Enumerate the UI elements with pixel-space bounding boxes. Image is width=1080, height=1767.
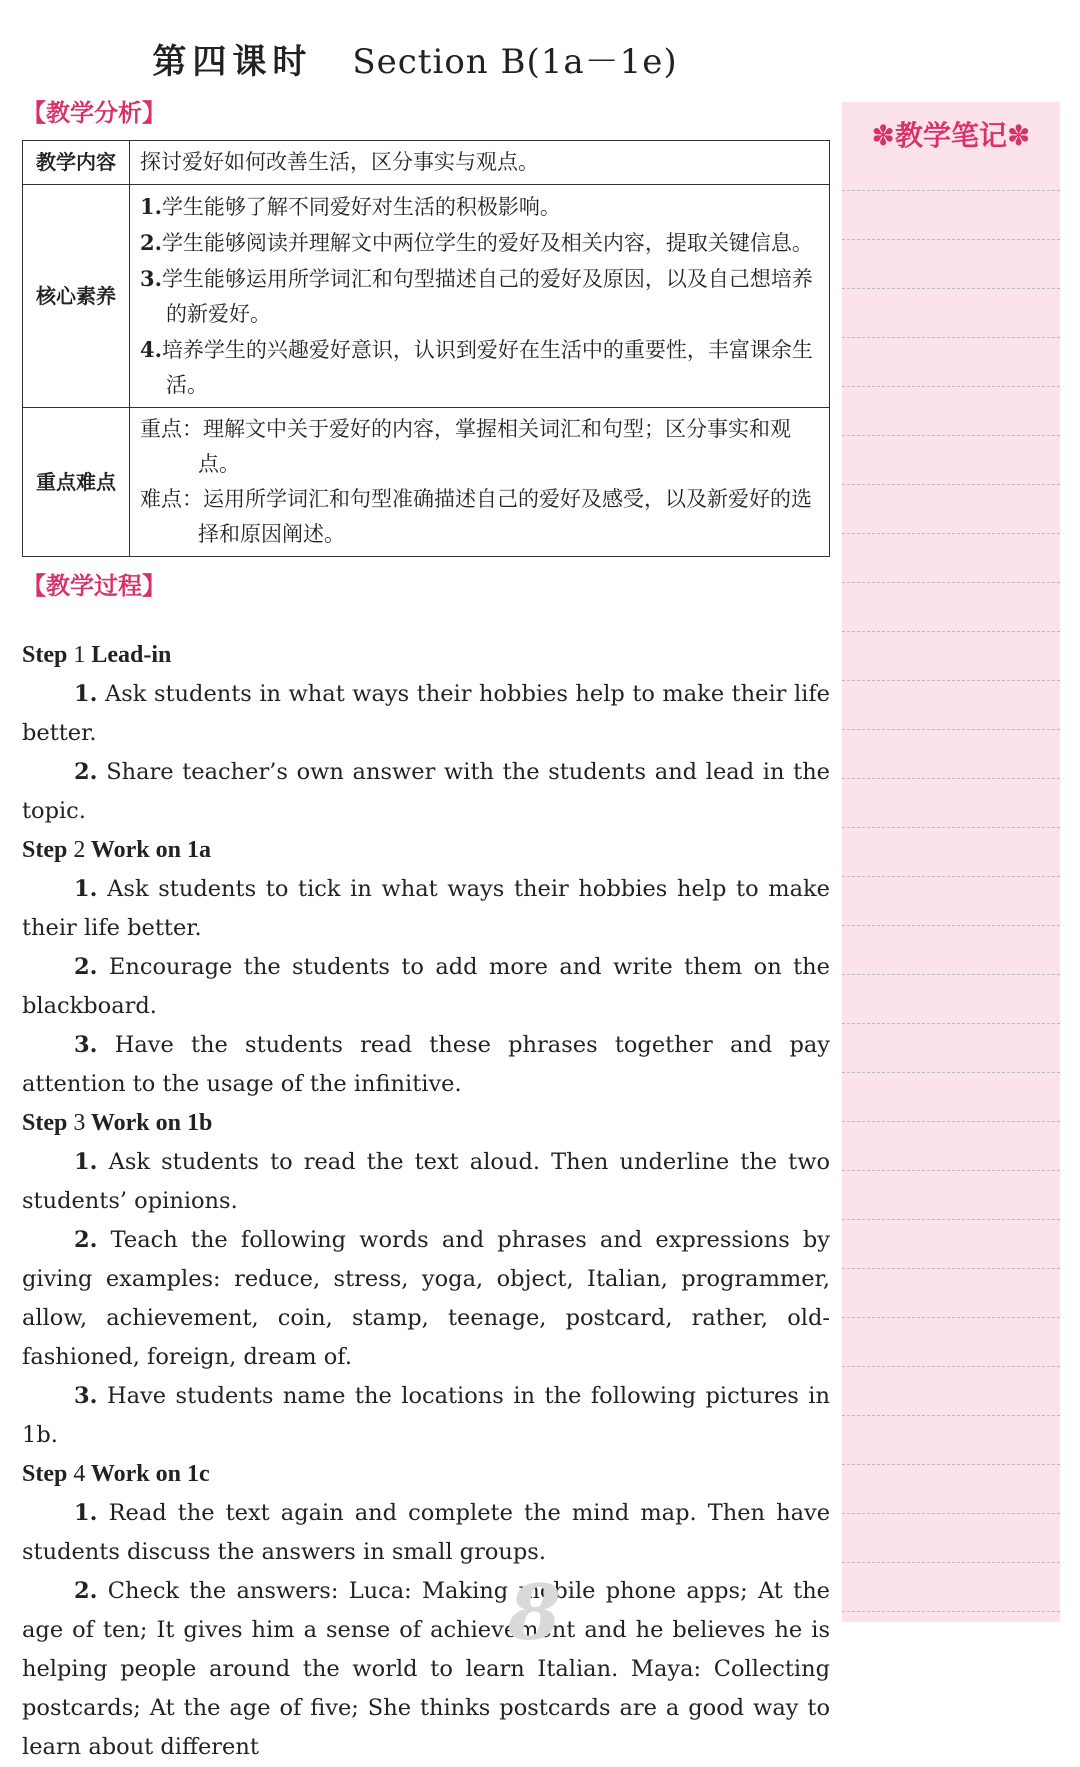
core-label: 核心素养	[23, 185, 130, 408]
key-point: 重点：理解文中关于爱好的内容，掌握相关词汇和句型；区分事实和观点。	[140, 417, 791, 476]
step-paragraph: 2. Encourage the students to add more and write them on the blackboard.	[22, 954, 830, 1019]
page-title	[0, 34, 830, 83]
notes-line	[842, 1513, 1060, 1514]
core-items	[130, 185, 830, 408]
notes-line	[842, 827, 1060, 828]
process-heading: 【教学过程】	[22, 572, 166, 600]
step-paragraph: 2. Share teacher’s own answer with the students and lead in the topic.	[22, 759, 830, 824]
notes-line	[842, 729, 1060, 730]
step-paragraph: 3. Have students name the locations in the following pictures in 1b.	[22, 1383, 830, 1448]
key-label: 重点难点	[23, 408, 130, 557]
notes-line	[842, 288, 1060, 289]
notes-line	[842, 876, 1060, 877]
key-points	[130, 408, 830, 557]
notes-sidebar	[842, 102, 1060, 1622]
step-paragraph: 2. Check the answers: Luca: Making mobile phone apps; At the age of ten; It gives him a sense of achievement and he believes he is helping people around the world to learn Italian. Maya: Collecting postcards; At the age of five; She thinks postcards are a good way to learn about different	[22, 1578, 830, 1760]
notes-line	[842, 680, 1060, 681]
notes-line	[842, 1170, 1060, 1171]
core-row	[23, 185, 830, 408]
teaching-process	[22, 636, 830, 1767]
notes-line	[842, 1121, 1060, 1122]
key-row	[23, 408, 830, 557]
notes-line	[842, 1366, 1060, 1367]
lesson-title-chinese: 第四课时	[152, 42, 313, 82]
notes-line	[842, 1562, 1060, 1563]
step-paragraph: 1. Ask students in what ways their hobbies help to make their life better.	[22, 681, 830, 746]
notes-line	[842, 533, 1060, 534]
step-paragraph: 1. Read the text again and complete the mind map. Then have students discuss the answers in small groups.	[22, 1500, 831, 1565]
notes-line	[842, 1023, 1060, 1024]
notes-line	[842, 435, 1060, 436]
difficult-point: 难点：运用所学词汇和句型准确描述自己的爱好及感受，以及新爱好的选择和原因阐述。	[140, 487, 812, 546]
step-heading: Step 4 Work on 1c	[22, 1461, 210, 1487]
page-number: 8	[508, 1568, 561, 1657]
notes-line	[842, 1219, 1060, 1220]
content-row	[23, 141, 830, 185]
notes-line	[842, 778, 1060, 779]
core-item: 2.学生能够阅读并理解文中两位学生的爱好及相关内容，提取关键信息。	[140, 230, 813, 255]
step-heading: Step 2 Work on 1a	[22, 837, 211, 863]
notes-line	[842, 239, 1060, 240]
notes-line	[842, 337, 1060, 338]
step-heading: Step 3 Work on 1b	[22, 1110, 213, 1136]
notes-line	[842, 1268, 1060, 1269]
step-heading: Step 1 Lead-in	[22, 642, 172, 668]
notes-line	[842, 582, 1060, 583]
analysis-table	[22, 140, 830, 557]
step-paragraph: 2. Teach the following words and phrases and expressions by giving examples: reduce, stress, yoga, object, Italian, programmer, allow, achievement, coin, stamp, teenage, postcard, rather, old-fashioned, foreign, dream of.	[22, 1227, 831, 1370]
step-paragraph: 1. Ask students to tick in what ways their hobbies help to make their life better.	[22, 876, 831, 941]
notes-heading: ✽教学笔记✽	[871, 119, 1031, 152]
notes-line	[842, 1072, 1060, 1073]
core-item: 4.培养学生的兴趣爱好意识，认识到爱好在生活中的重要性，丰富课余生活。	[140, 337, 813, 397]
notes-line	[842, 190, 1060, 191]
notes-line	[842, 1464, 1060, 1465]
notes-line	[842, 484, 1060, 485]
content-label: 教学内容	[23, 141, 130, 185]
content-text: 探讨爱好如何改善生活，区分事实与观点。	[130, 141, 830, 185]
notes-line	[842, 386, 1060, 387]
core-item: 3.学生能够运用所学词汇和句型描述自己的爱好及原因，以及自己想培养的新爱好。	[140, 266, 813, 326]
notes-line	[842, 974, 1060, 975]
notes-line	[842, 925, 1060, 926]
notes-line	[842, 1415, 1060, 1416]
section-title: Section B(1a－1e)	[352, 42, 678, 82]
notes-line	[842, 1317, 1060, 1318]
notes-line	[842, 1611, 1060, 1612]
step-paragraph: 1. Ask students to read the text aloud. Then underline the two students’ opinions.	[22, 1149, 830, 1214]
analysis-heading: 【教学分析】	[22, 99, 166, 127]
core-item: 1.学生能够了解不同爱好对生活的积极影响。	[140, 194, 561, 219]
notes-line	[842, 631, 1060, 632]
step-paragraph: 3. Have the students read these phrases together and pay attention to the usage of the infinitive.	[22, 1032, 831, 1097]
